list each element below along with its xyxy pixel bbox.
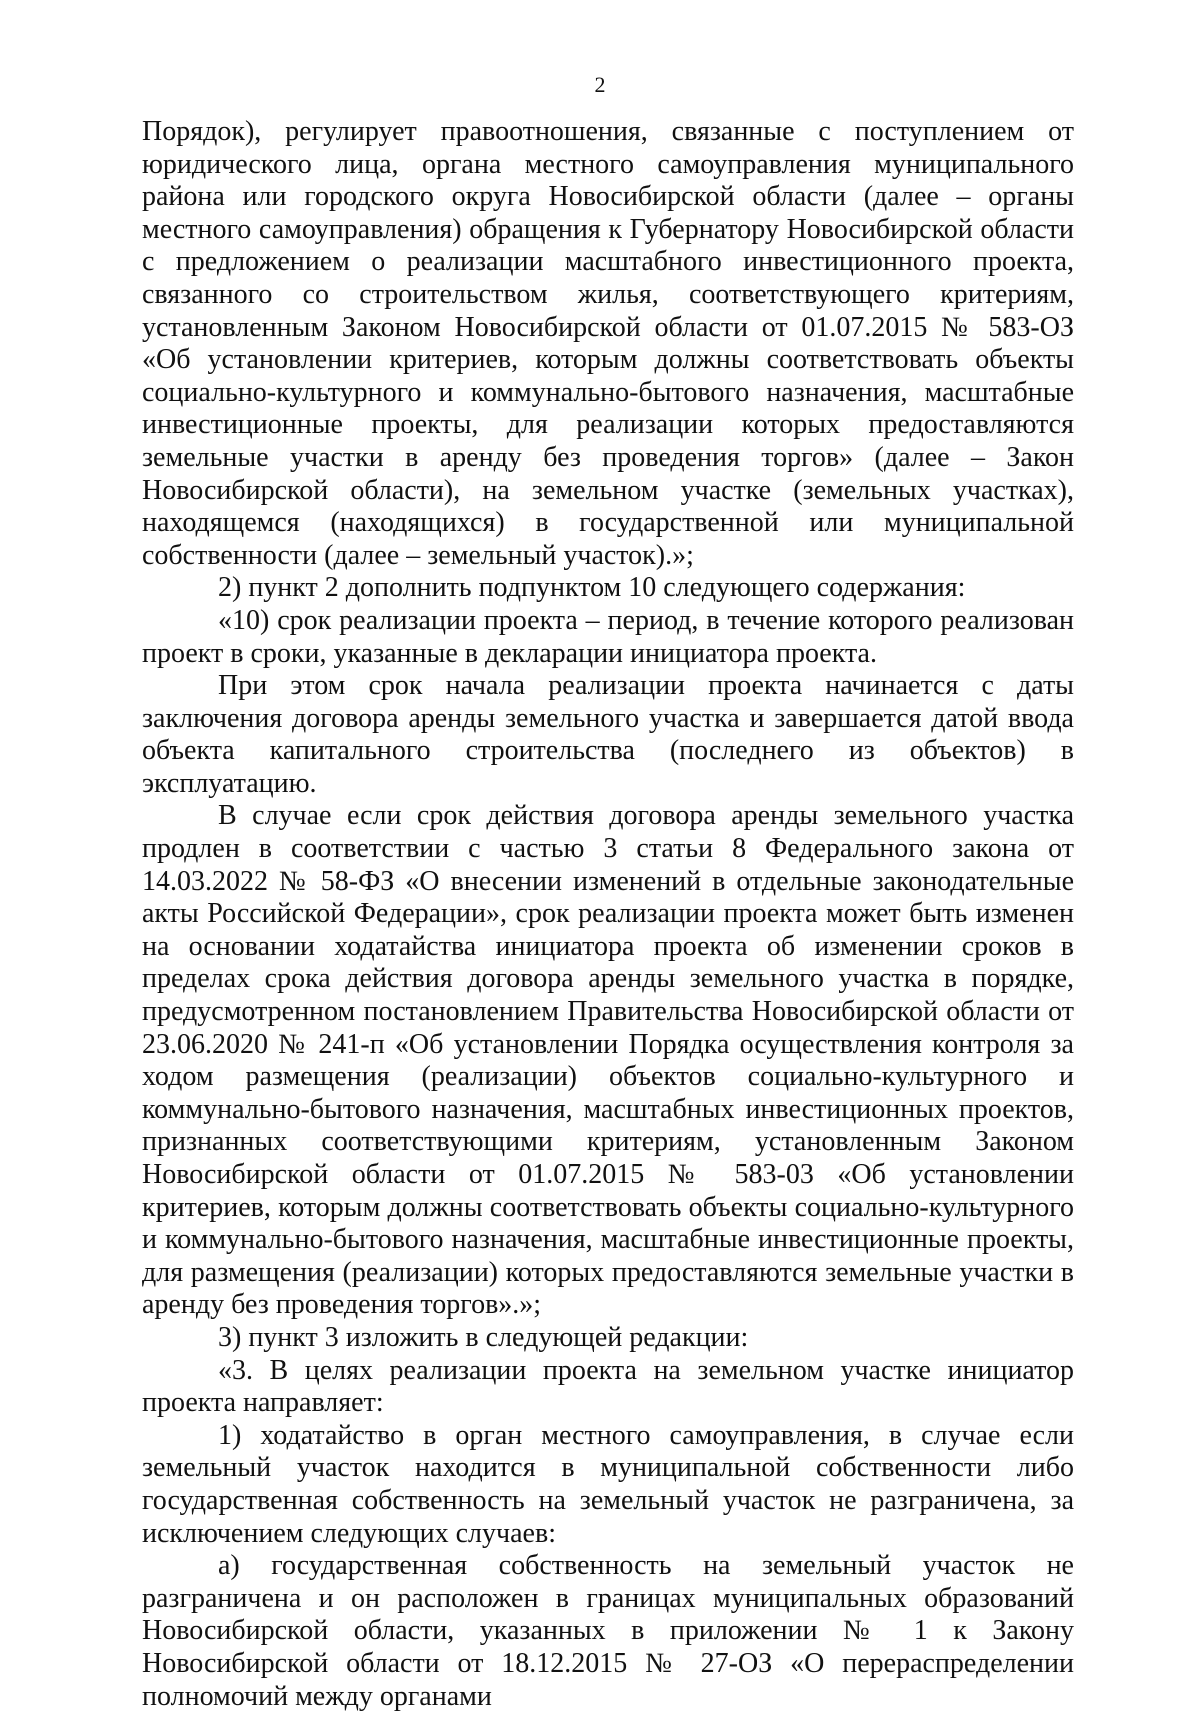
paragraph-clause-3-1-a: а) государственная собственность на земельный участок не разграничена и он расположен в границах муниципальных образований Новосибирской области, указанных в приложении № 1 к Закону Новосибирской области от 18.12.2015 № 27-ОЗ «О перераспределении полномочий между органами xyxy=(142,1550,1074,1712)
paragraph-item-3: 3) пункт 3 изложить в следующей редакции: xyxy=(218,1321,749,1353)
paragraph-clause-3-1: 1) ходатайство в орган местного самоуправления, в случае если земельный участок находится в муниципальной собственности либо государственная собственность на земельный участок не разграничена, за исключением следующих случаев: xyxy=(142,1419,1074,1549)
paragraph-lease-extension: В случае если срок действия договора аренды земельного участка продлен в соответствии с частью 3 статьи 8 Федерального закона от 14.03.2022 № 58-ФЗ «О внесении изменений в отдельные законодательные акты Российской Федерации», срок реализации проекта может быть изменен на основании ходатайства инициатора проекта об изменении сроков в пределах срока действия договора аренды земельного участка в порядке, предусмотренном постановлением Правительства Новосибирской области от 23.06.2020 № 241-п «Об установлении Порядка осуществления контроля за ходом размещения (реализации) объектов социально-культурного и коммунально-бытового назначения, масштабных инвестиционных проектов, признанных соответствующими критериям, установленным Законом Новосибирской области от 01.07.2015 № 583-03 «Об установлении критериев, которым должны соответствовать объекты социально-культурного и коммунально-бытового назначения, масштабные инвестиционные проекты, для размещения (реализации) которых предоставляются земельные участки в аренду без проведения торгов».»; xyxy=(142,800,1074,1321)
paragraph-project-start: При этом срок начала реализации проекта начинается с даты заключения договора аренды земельного участка и завершается датой ввода объекта капитального строительства (последнего из объектов) в эксплуатацию. xyxy=(142,670,1074,799)
page-number: 2 xyxy=(594,72,606,97)
paragraph-subitem-10: «10) срок реализации проекта – период, в течение которого реализован проект в сроки, указанные в декларации инициатора проекта. xyxy=(142,604,1074,669)
paragraph-clause-3: «3. В целях реализации проекта на земельном участке инициатор проекта направляет: xyxy=(142,1354,1074,1419)
paragraph-continuation: Порядок), регулирует правоотношения, связанные с поступлением от юридического лица, органа местного самоуправления муниципального района или городского округа Новосибирской области (далее – органы местного самоуправления) обращения к Губернатору Новосибирской области с предложением о реализации масштабного инвестиционного проекта, связанного со строительством жилья, соответствующего критериям, установленным Законом Новосибирской области от 01.07.2015 № 583-ОЗ «Об установлении критериев, которым должны соответствовать объекты социально-культурного и коммунально-бытового назначения, масштабные инвестиционные проекты, для реализации которых предоставляются земельные участки в аренду без проведения торгов» (далее – Закон Новосибирской области), на земельном участке (земельных участках), находящемся (находящихся) в государственной или муниципальной собственности (далее – земельный участок).»; xyxy=(142,116,1074,571)
document-body xyxy=(142,116,1074,1713)
paragraph-item-2: 2) пункт 2 дополнить подпунктом 10 следующего содержания: xyxy=(218,572,966,604)
